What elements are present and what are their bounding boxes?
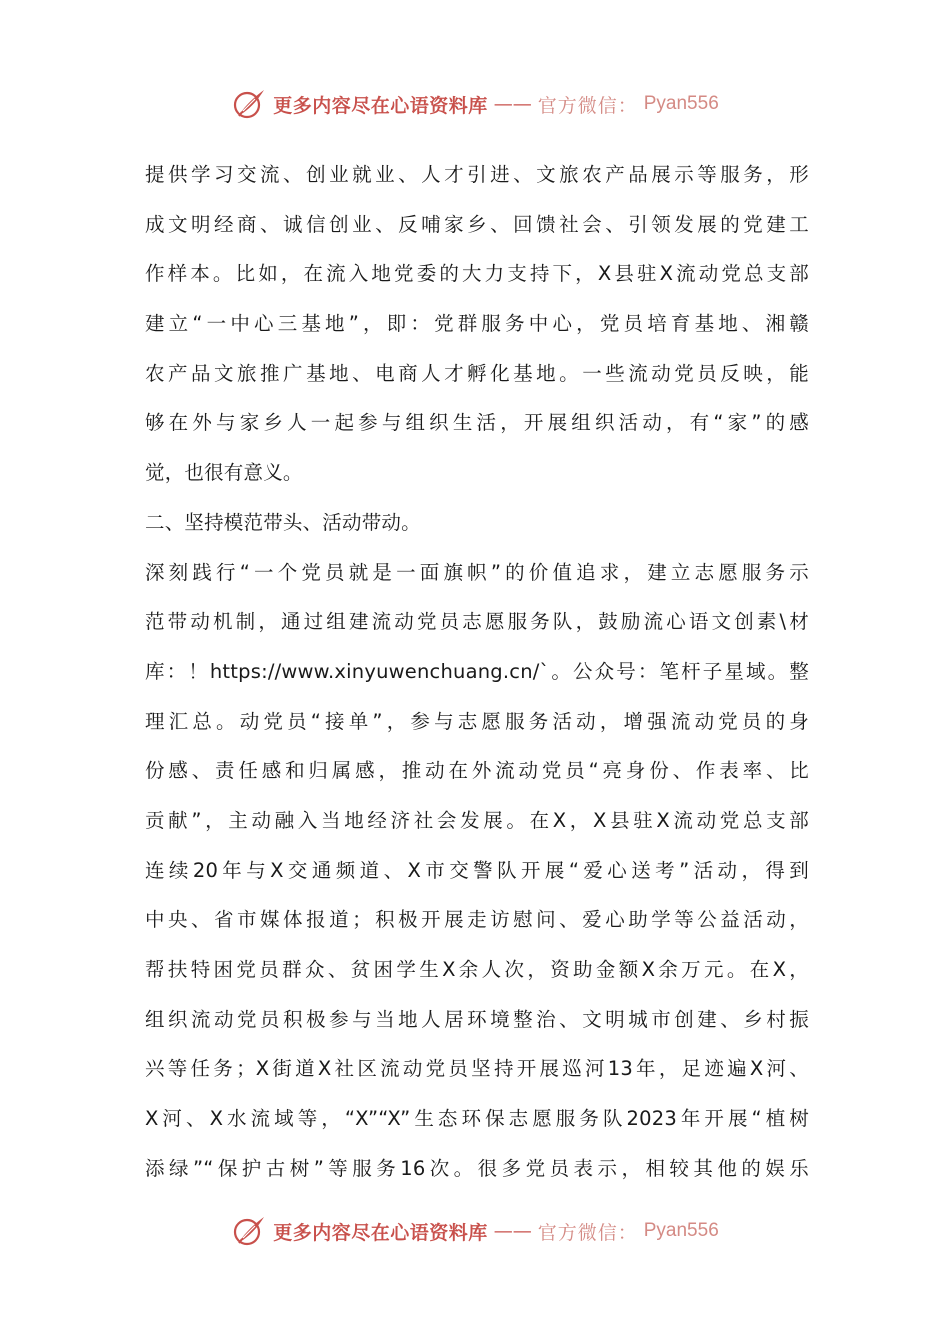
body-line: 够在外与家乡人一起参与组织生活，开展组织活动，有“家”的感: [145, 411, 809, 435]
section-heading: 二、坚持模范带头、活动带动。: [145, 510, 421, 534]
body-line: 贡献”，主动融入当地经济社会发展。在X，X县驻X流动党总支部: [145, 808, 809, 832]
document-body: [145, 150, 809, 1193]
body-line: 提供学习交流、创业就业、人才引进、文旅农产品展示等服务，形: [145, 163, 809, 186]
banner-wechat-label: 官方微信：: [537, 94, 638, 117]
banner-wechat-id: Pyan556: [643, 1220, 719, 1241]
body-line: 库：！https://www.xinyuwenchuang.cn/`。公众号：笔杆子星域。整: [145, 659, 809, 683]
body-line: 帮扶特困党员群众、贫困学生X余人次，资助金额X余万元。在X，: [145, 958, 809, 981]
header-watermark-banner: [0, 84, 950, 124]
banner-brand-text: 更多内容尽在心语资料库: [273, 1221, 488, 1244]
body-line: 连续20年与X交通频道、X市交警队开展“爱心送考”活动，得到: [145, 858, 809, 882]
body-line: 觉，也很有意义。: [145, 461, 303, 485]
body-line: X河、X水流域等，“X”“X”生态环保志愿服务队2023年开展“植树: [145, 1107, 809, 1131]
body-line: 理汇总。动党员“接单”，参与志愿服务活动，增强流动党员的身: [145, 709, 809, 733]
body-line: 份感、责任感和归属感，推动在外流动党员“亮身份、作表率、比: [145, 759, 809, 783]
footer-watermark-banner: [0, 1211, 950, 1251]
body-line: 中央、省市媒体报道；积极开展走访慰问、爱心助学等公益活动，: [145, 908, 809, 932]
body-line: 兴等任务；X街道X社区流动党员坚持开展巡河13年，足迹遍X河、: [145, 1057, 809, 1081]
quill-logo-icon: [231, 1213, 267, 1249]
body-line: 范带动机制，通过组建流动党员志愿服务队，鼓励流心语文创素\材: [145, 610, 809, 634]
banner-wechat-id: Pyan556: [643, 93, 719, 114]
body-line: 添绿”“保护古树”等服务16次。很多党员表示，相较其他的娱乐: [145, 1156, 809, 1180]
banner-dash: ——: [493, 93, 532, 115]
banner-brand-text: 更多内容尽在心语资料库: [273, 94, 488, 117]
body-line: 成文明经商、诚信创业、反哺家乡、回馈社会、引领发展的党建工: [145, 212, 809, 236]
body-line: 组织流动党员积极参与当地人居环境整治、文明城市创建、乡村振: [145, 1007, 809, 1031]
body-line: 作样本。比如，在流入地党委的大力支持下，X县驻X流动党总支部: [145, 262, 809, 286]
body-line: 建立“一中心三基地”，即：党群服务中心，党员培育基地、湘赣: [145, 312, 809, 336]
banner-dash: ——: [493, 1220, 532, 1242]
banner-wechat-label: 官方微信：: [537, 1221, 638, 1244]
body-line: 农产品文旅推广基地、电商人才孵化基地。一些流动党员反映，能: [145, 361, 809, 385]
body-line: 深刻践行“一个党员就是一面旗帜”的价值追求，建立志愿服务示: [145, 560, 809, 584]
quill-logo-icon: [231, 86, 267, 122]
